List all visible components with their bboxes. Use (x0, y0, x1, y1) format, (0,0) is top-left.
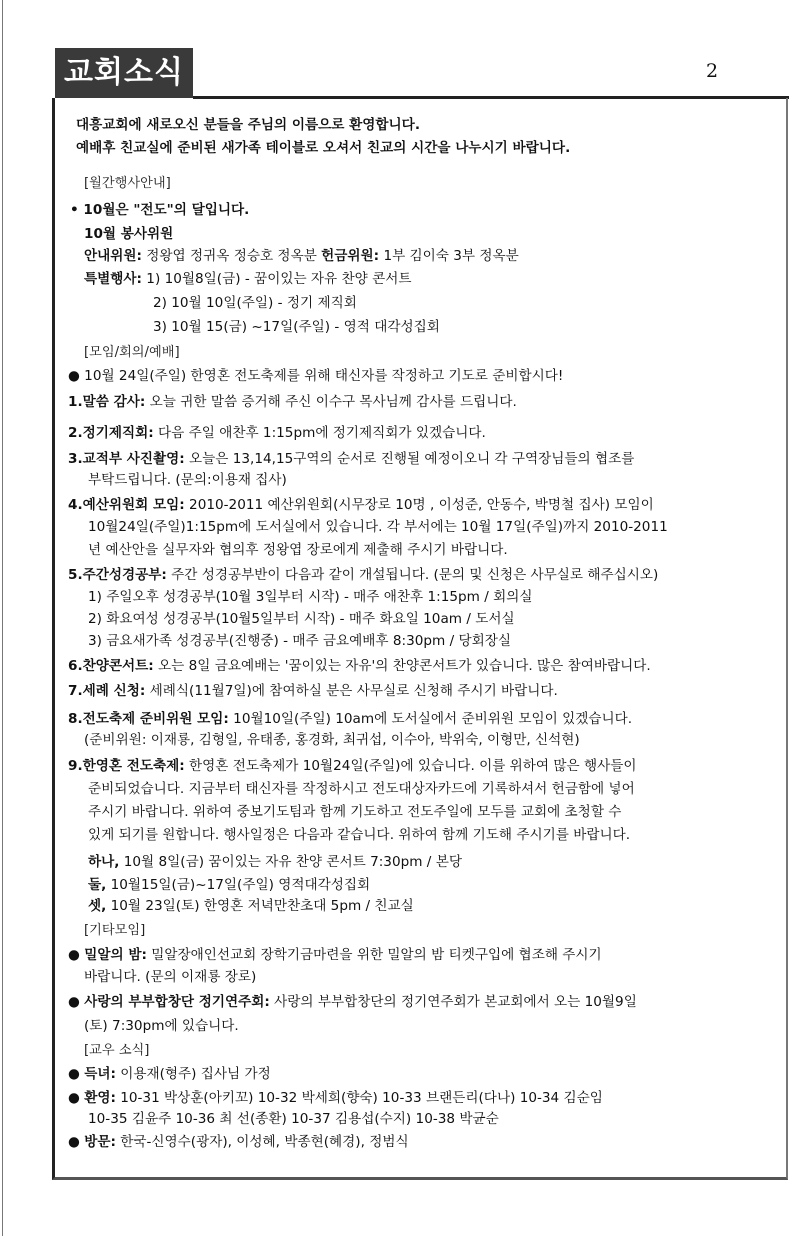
meeting-item (68, 710, 632, 728)
meeting-item (68, 496, 654, 514)
event-label: 하나, (88, 854, 120, 870)
item-continuation: 있게 되기를 원합니다. 행사일정은 다음과 같습니다. 위하여 함께 기도해 주시기를 바랍니다. (88, 827, 631, 843)
item-label: 8.전도축제 준비위원 모임: (68, 711, 229, 727)
event-label: 둘, (88, 877, 107, 893)
member-item: ● 득녀: 이용재(형주) 집사님 가정 (68, 1066, 271, 1082)
item-text: 10-31 박상훈(아키꼬) 10-32 박세희(향숙) 10-33 브랜든리(다나) 10-34 김순임 (115, 1090, 603, 1106)
meeting-item (68, 682, 558, 700)
section-heading: [모임/회의/예배] (84, 345, 180, 360)
item-label: 3.교적부 사진촬영: (68, 451, 185, 467)
guide-text: 정왕엽 정귀옥 정승호 정옥분 (141, 248, 322, 264)
item-label: 4.예산위원회 모임: (68, 497, 185, 513)
meeting-item (68, 424, 486, 442)
item-continuation: (토) 7:30pm에 있습니다. (84, 1018, 239, 1034)
item-label: 밀알의 밤: (84, 947, 147, 963)
welcome-line: 대흥교회에 새로오신 분들을 주님의 이름으로 환영합니다. (76, 117, 420, 133)
study-class: 3) 금요새가족 성경공부(진행중) - 매주 금요예배후 8:30pm / 당회장실 (88, 633, 512, 649)
other-item: ● 사랑의 부부합창단 정기연주회: 사랑의 부부합창단의 정기연주회가 본교회에서 오는 10월9일 (68, 994, 637, 1010)
special-item: 2) 10월 10일(주일) - 정기 제직회 (153, 295, 357, 311)
member-item: ● 방문: 한국-신영수(광자), 이성혜, 박종현(혜경), 정범식 (68, 1134, 409, 1150)
meeting-item (68, 757, 637, 775)
event-text: 10월15일(금)~17일(주일) 영적대각성집회 (106, 877, 371, 893)
guide-label: 안내위원: (84, 248, 142, 264)
item-text: 2010-2011 예산위원회(시무장로 10명 , 이성준, 안동수, 박명철 집사) 모임이 (184, 497, 654, 513)
item-continuation: 준비되었습니다. 지금부터 태신자를 작정하시고 전도대상자카드에 기록하셔서 헌금함에 넣어 (88, 781, 635, 797)
item-label: 7.세례 신청: (68, 683, 146, 699)
item-text: 한국-신영수(광자), 이성혜, 박종현(혜경), 정범식 (115, 1134, 409, 1150)
item-label: 6.찬양콘서트: (68, 658, 154, 674)
item-text: 사랑의 부부합창단의 정기연주회가 본교회에서 오는 10월9일 (269, 994, 637, 1010)
item-continuation: (준비위원: 이재룡, 김형일, 유태종, 홍경화, 최귀섭, 이수아, 박위숙, 이형만, 신석현) (84, 732, 580, 748)
event-line (88, 897, 414, 915)
item-continuation: 년 예산안을 실무자와 협의후 정왕엽 장로에게 제출해 주시기 바랍니다. (88, 542, 508, 558)
item-continuation: 주시기 바랍니다. 위하여 중보기도팀과 함께 기도하고 전도주일에 모두를 교회에 초청할 수 (88, 804, 622, 820)
welcome-line: 예배후 친교실에 준비된 새가족 테이블로 오셔서 친교의 시간을 나누시기 바랍니다. (76, 140, 571, 156)
item-text: 이용재(형주) 집사님 가정 (115, 1066, 271, 1082)
offering-text: 1부 김이숙 3부 정옥분 (379, 248, 519, 264)
committee-line (84, 247, 519, 265)
section-heading: [월간행사안내] (84, 176, 171, 191)
item-label: 환영: (84, 1090, 116, 1106)
event-text: 10월 23일(토) 한영혼 저녁만찬초대 5pm / 친교실 (106, 898, 414, 914)
monthly-theme: • 10월은 "전도"의 달입니다. (70, 202, 250, 218)
page-edge (2, 0, 3, 1236)
item-label: 사랑의 부부합창단 정기연주회: (84, 994, 270, 1010)
item-label: 방문: (84, 1134, 116, 1150)
item-continuation: 바랍니다. (문의 이재룡 장로) (84, 969, 257, 985)
special-line (84, 270, 411, 288)
item-continuation: 10월24일(주일)1:15pm에 도서실에서 있습니다. 각 부서에는 10월 17일(주일)까지 2010-2011 (88, 519, 668, 535)
item-label: 2.정기제직회: (68, 425, 154, 441)
event-label: 셋, (88, 898, 107, 914)
item-text: 밀알장애인선교회 장학기금마련을 위한 밀알의 밤 티켓구입에 협조해 주시기 (146, 947, 602, 963)
other-item: ● 밀알의 밤: 밀알장애인선교회 장학기금마련을 위한 밀알의 밤 티켓구입에 협조해 주시기 (68, 947, 602, 963)
item-text: 세례식(11월7일)에 참여하실 분은 사무실로 신청해 주시기 바랍니다. (145, 683, 558, 699)
item-label: 9.한영혼 전도축제: (68, 758, 185, 774)
item-continuation: 10-35 김윤주 10-36 최 선(종환) 10-37 김용섭(수지) 10-38 박균순 (88, 1111, 499, 1127)
item-text: 10월10일(주일) 10am에 도서실에서 준비위원 모임이 있겠습니다. (228, 711, 633, 727)
item-label: 5.주간성경공부: (68, 567, 167, 583)
item-label: 1.말씀 감사: (68, 394, 146, 410)
meeting-bullet: ● 10월 24일(주일) 한영혼 전도축제를 위해 태신자를 작정하고 기도로 준비합시다! (68, 368, 564, 384)
meeting-item (68, 450, 634, 468)
section-heading: [기타모임] (84, 923, 146, 938)
special-label: 특별행사: (84, 271, 142, 287)
item-text: 다음 주일 애찬후 1:15pm에 정기제직회가 있겠습니다. (153, 425, 486, 441)
item-text: 한영혼 전도축제가 10월24일(주일)에 있습니다. 이를 위하여 많은 행사들이 (184, 758, 637, 774)
item-text: 주간 성경공부반이 다음과 같이 개설됩니다. (문의 및 신청은 사무실로 해주십시오) (166, 567, 659, 583)
offering-label: 헌금위원: (321, 248, 380, 264)
item-text: 오늘은 13,14,15구역의 순서로 진행될 예정이오니 각 구역장님들의 협조를 (184, 451, 635, 467)
item-continuation: 부탁드립니다. (문의:이용재 집사) (88, 472, 287, 488)
meeting-item (68, 657, 651, 675)
committee-title: 10월 봉사위원 (84, 226, 174, 242)
member-item: ● 환영: 10-31 박상훈(아키꼬) 10-32 박세희(향숙) 10-33 브랜든리(다나) 10-34 김순임 (68, 1090, 603, 1106)
page-number: 2 (706, 60, 719, 82)
item-text: 오는 8일 금요예배는 '꿈이있는 자유'의 찬양콘서트가 있습니다. 많은 참여바랍니다. (153, 658, 651, 674)
meeting-item (68, 566, 658, 584)
meeting-item (68, 393, 517, 411)
section-heading: [교우 소식] (84, 1043, 150, 1058)
study-class: 1) 주일오후 성경공부(10월 3일부터 시작) - 매주 애찬후 1:15pm / 회의실 (88, 589, 533, 605)
event-line (88, 853, 462, 871)
item-text: 오늘 귀한 말씀 증거해 주신 이수구 목사님께 감사를 드립니다. (145, 394, 517, 410)
section-title: 교회소식 (55, 48, 193, 98)
event-line (88, 876, 370, 894)
item-label: 득녀: (84, 1066, 116, 1082)
event-text: 10월 8일(금) 꿈이있는 자유 찬양 콘서트 7:30pm / 본당 (119, 854, 462, 870)
special-item: 1) 10월8일(금) - 꿈이있는 자유 찬양 콘서트 (141, 271, 412, 287)
special-item: 3) 10월 15(금) ~17일(주일) - 영적 대각성집회 (153, 319, 440, 335)
study-class: 2) 화요여성 성경공부(10월5일부터 시작) - 매주 화요일 10am / 도서실 (88, 611, 515, 627)
